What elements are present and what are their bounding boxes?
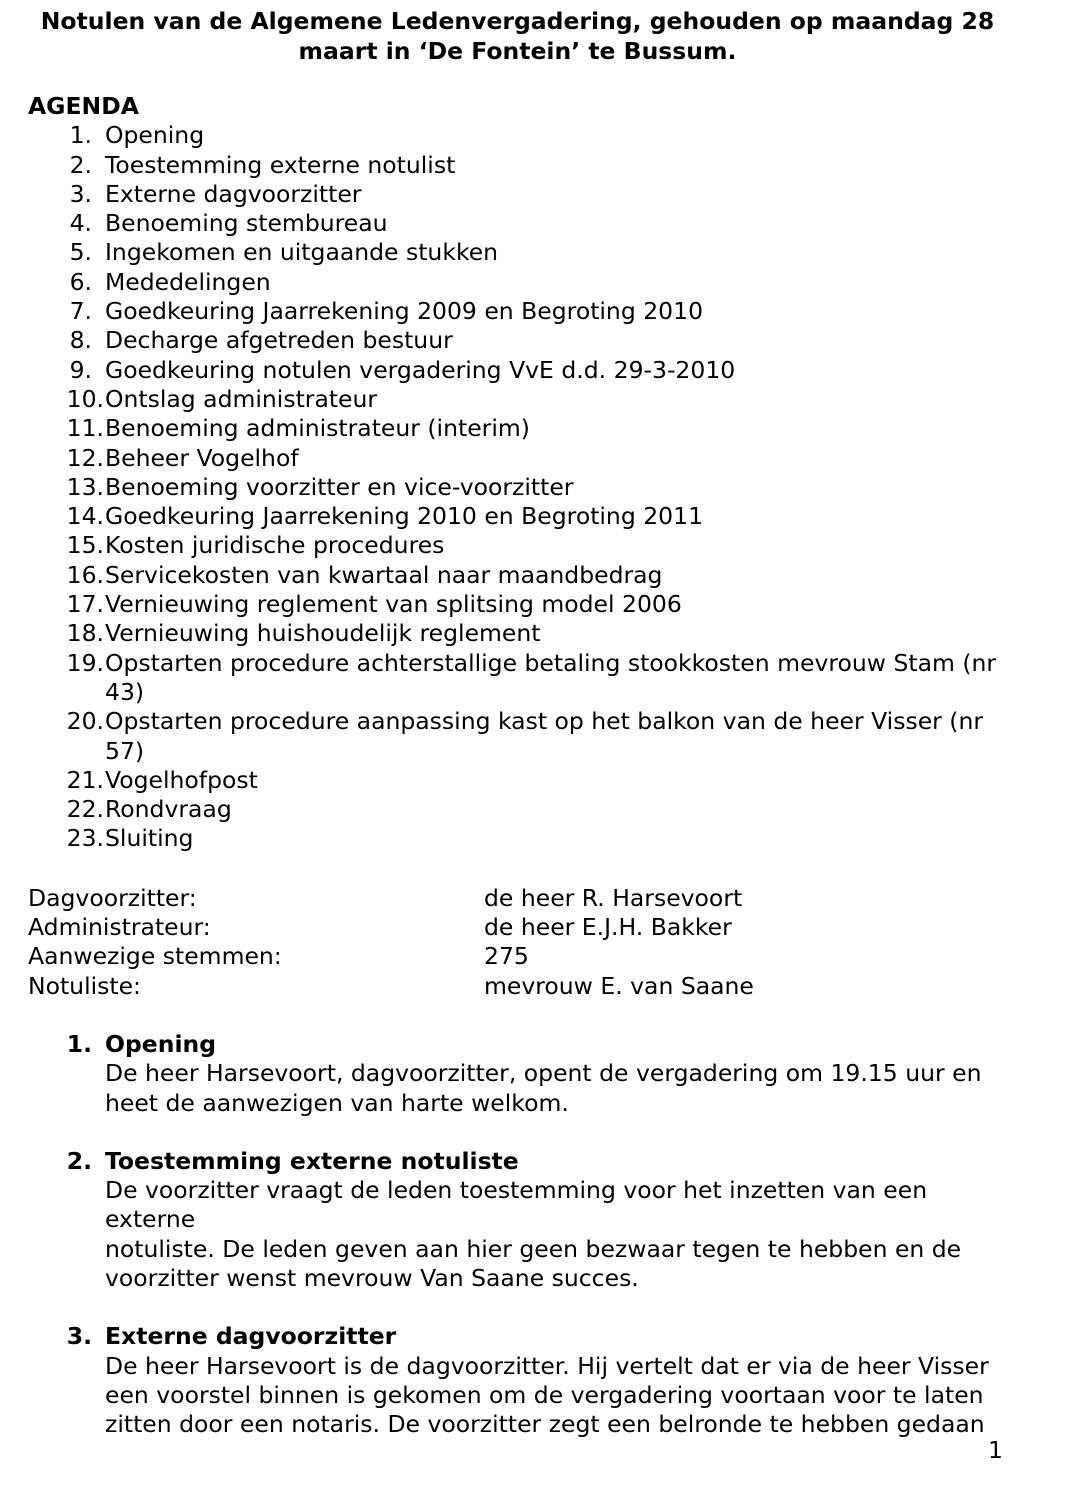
agenda-item (28, 824, 1007, 853)
agenda-item-number: 16. (66, 560, 104, 589)
agenda-item-text: Kosten juridische procedures (105, 531, 445, 560)
agenda-item (28, 151, 1007, 180)
agenda-item-number: 3. (69, 179, 92, 208)
info-row-chair (28, 884, 1007, 913)
agenda-item (28, 444, 1007, 473)
section-line: De voorzitter vraagt de leden toestemming voor het inzetten van een externe (105, 1176, 928, 1234)
agenda-item-number: 13. (66, 472, 104, 501)
agenda-item-text: Rondvraag (105, 795, 232, 824)
agenda-item-number: 20. (66, 707, 104, 736)
section-minute-taker-consent (28, 1147, 1007, 1293)
agenda-item-text: Opening (105, 121, 205, 150)
section-number: 2. (66, 1146, 92, 1175)
agenda-heading: AGENDA (28, 92, 139, 120)
info-value: mevrouw E. van Saane (484, 971, 754, 1000)
agenda-item (28, 561, 1007, 590)
section-line: notuliste. De leden geven aan hier geen bezwaar tegen te hebben en de (105, 1234, 962, 1263)
agenda-item (28, 707, 1007, 766)
section-line: De heer Harsevoort, dagvoorzitter, opent de vergadering om 19.15 uur en (105, 1059, 982, 1088)
agenda-item-number: 23. (66, 824, 104, 853)
agenda-item (28, 268, 1007, 297)
agenda-list (28, 121, 1007, 853)
agenda-item-text: Goedkeuring Jaarrekening 2010 en Begroting 2011 (105, 502, 704, 531)
info-value: de heer R. Harsevoort (484, 883, 743, 912)
agenda-item (28, 356, 1007, 385)
section-heading: Opening (105, 1029, 217, 1058)
agenda-item-number: 11. (66, 414, 104, 443)
info-label: Notuliste: (28, 971, 141, 1000)
agenda-item-number: 17. (66, 590, 104, 619)
document-title (28, 6, 1007, 66)
section-number: 1. (66, 1029, 92, 1058)
agenda-item-text: Benoeming administrateur (interim) (105, 414, 530, 443)
section-heading: Toestemming externe notuliste (105, 1146, 519, 1175)
info-row-minute-taker (28, 972, 1007, 1001)
agenda-item (28, 209, 1007, 238)
info-value: 275 (484, 942, 529, 971)
agenda-item-text: Benoeming stembureau (105, 209, 388, 238)
agenda-item (28, 238, 1007, 267)
agenda-item-number: 8. (69, 326, 92, 355)
agenda-item-number: 19. (66, 648, 104, 677)
agenda-item-text: Opstarten procedure aanpassing kast op het balkon van de heer Visser (nr 57) (105, 707, 984, 765)
agenda-item (28, 766, 1007, 795)
agenda-item-text: Vernieuwing reglement van splitsing model 2006 (105, 590, 682, 619)
agenda-item-text: Toestemming externe notulist (105, 150, 456, 179)
agenda-item-text: Opstarten procedure achterstallige betaling stookkosten mevrouw Stam (nr 43) (105, 648, 997, 706)
agenda-item (28, 180, 1007, 209)
agenda-item (28, 414, 1007, 443)
agenda-item-number: 2. (69, 150, 92, 179)
agenda-item-number: 21. (66, 765, 104, 794)
info-row-administrator (28, 913, 1007, 942)
agenda-item (28, 385, 1007, 414)
info-label: Aanwezige stemmen: (28, 942, 282, 971)
agenda-item (28, 795, 1007, 824)
agenda-item-text: Goedkeuring Jaarrekening 2009 en Begroting 2010 (105, 297, 704, 326)
agenda-item-text: Sluiting (105, 824, 194, 853)
agenda-item (28, 649, 1007, 708)
section-external-chair (28, 1322, 1007, 1439)
agenda-item (28, 531, 1007, 560)
agenda-item (28, 502, 1007, 531)
title-line-1: Notulen van de Algemene Ledenvergadering, gehouden op maandag 28 (40, 7, 995, 35)
meeting-info-table (28, 884, 1007, 1001)
info-label: Administrateur: (28, 913, 211, 942)
agenda-item-number: 7. (69, 297, 92, 326)
agenda-item (28, 619, 1007, 648)
agenda-item-text: Decharge afgetreden bestuur (105, 326, 453, 355)
agenda-item (28, 121, 1007, 150)
agenda-item-number: 1. (69, 121, 92, 150)
agenda-item-text: Vernieuwing huishoudelijk reglement (105, 619, 541, 648)
agenda-item-text: Beheer Vogelhof (105, 443, 299, 472)
section-opening (28, 1030, 1007, 1118)
agenda-item-number: 6. (69, 267, 92, 296)
agenda-item-text: Ingekomen en uitgaande stukken (105, 238, 499, 267)
section-body (105, 1147, 1007, 1293)
section-line: heet de aanwezigen van harte welkom. (105, 1088, 569, 1117)
agenda-item-number: 12. (66, 443, 104, 472)
section-line: voorzitter wenst mevrouw Van Saane succes. (105, 1263, 639, 1292)
info-label: Dagvoorzitter: (28, 883, 197, 912)
section-line: zitten door een notaris. De voorzitter zegt een belronde te hebben gedaan (105, 1410, 985, 1439)
agenda-item-number: 4. (69, 209, 92, 238)
agenda-item-number: 10. (66, 384, 104, 413)
agenda-item-number: 15. (66, 531, 104, 560)
section-body (105, 1322, 1007, 1439)
section-heading: Externe dagvoorzitter (105, 1322, 397, 1351)
agenda-item-number: 18. (66, 619, 104, 648)
agenda-item (28, 473, 1007, 502)
agenda-item-number: 14. (66, 502, 104, 531)
title-line-2: maart in ‘De Fontein’ te Bussum. (298, 37, 737, 65)
agenda-item (28, 590, 1007, 619)
agenda-item (28, 297, 1007, 326)
section-body (105, 1030, 1007, 1118)
section-number: 3. (66, 1322, 92, 1351)
agenda-item-number: 5. (69, 238, 92, 267)
info-value: de heer E.J.H. Bakker (484, 913, 732, 942)
section-line: De heer Harsevoort is de dagvoorzitter. Hij vertelt dat er via de heer Visser (105, 1351, 989, 1380)
agenda-item-text: Vogelhofpost (105, 765, 258, 794)
agenda-item-text: Goedkeuring notulen vergadering VvE d.d. 29-3-2010 (105, 355, 736, 384)
page-number: 1 (988, 1436, 1003, 1464)
agenda-item-text: Mededelingen (105, 267, 271, 296)
agenda-item-text: Benoeming voorzitter en vice-voorzitter (105, 472, 574, 501)
agenda-item-number: 22. (66, 795, 104, 824)
section-line: een voorstel binnen is gekomen om de vergadering voortaan voor te laten (105, 1380, 984, 1409)
agenda-item-number: 9. (69, 355, 92, 384)
agenda-item (28, 326, 1007, 355)
info-row-votes (28, 942, 1007, 971)
agenda-item-text: Ontslag administrateur (105, 384, 378, 413)
agenda-item-text: Externe dagvoorzitter (105, 179, 362, 208)
agenda-item-text: Servicekosten van kwartaal naar maandbedrag (105, 560, 663, 589)
